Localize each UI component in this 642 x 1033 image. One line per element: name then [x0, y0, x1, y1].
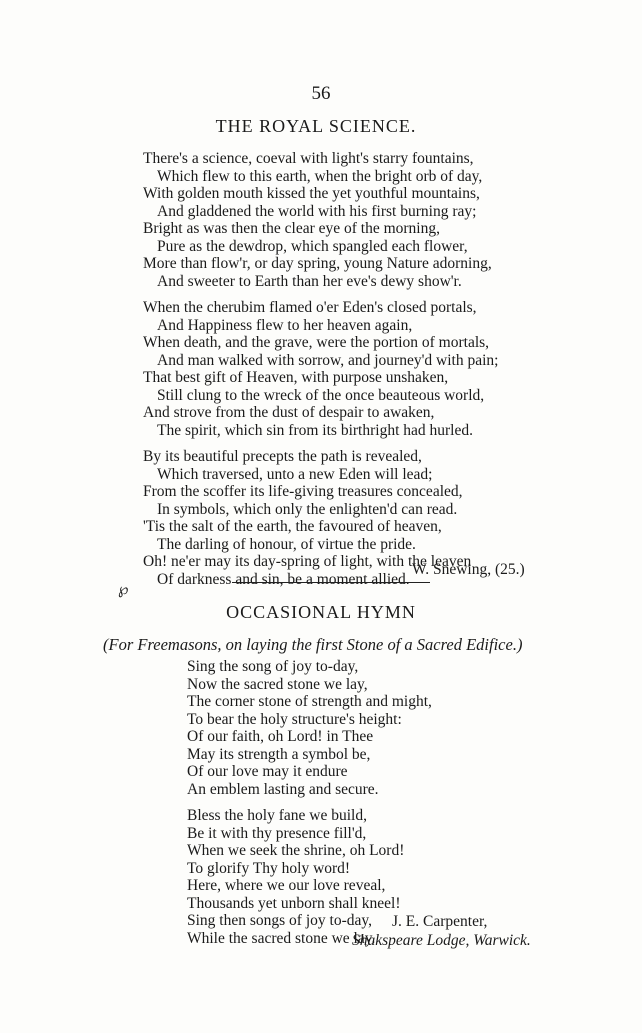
- poem-royal-science-body: [143, 150, 498, 588]
- poem-line: Pure as the dewdrop, which spangled each flower,: [157, 237, 468, 255]
- poem-line: Be it with thy presence fill'd,: [187, 824, 367, 842]
- poem-line: Bright as was then the clear eye of the morning,: [143, 220, 440, 237]
- poem-line: The darling of honour, of virtue the pride.: [157, 535, 416, 553]
- poem-line: Of our faith, oh Lord! in Thee: [187, 728, 374, 745]
- poem-line: With golden mouth kissed the yet youthful mountains,: [143, 185, 480, 202]
- poem-line: Sing the song of joy to-day,: [187, 658, 359, 675]
- poem-title-occasional-hymn: OCCASIONAL HYMN: [226, 602, 416, 622]
- poem-line: Of our love may it endure: [187, 763, 348, 780]
- poem-line: While the sacred stone we lay.: [187, 929, 376, 947]
- poem-line: And sweeter to Earth than her eve's dewy show'r.: [157, 272, 462, 290]
- poem-line: May its strength a symbol be,: [187, 745, 371, 763]
- poem-line: Here, where we our love reveal,: [187, 877, 386, 894]
- poem-line: And gladdened the world with his first burning ray;: [157, 202, 477, 220]
- poem-line: More than flow'r, or day spring, young Nature adorning,: [143, 255, 492, 272]
- stanza-gap: [143, 439, 498, 448]
- poem-line: That best gift of Heaven, with purpose unshaken,: [143, 369, 449, 386]
- poem-line: Thousands yet unborn shall kneel!: [187, 894, 401, 912]
- poem-royal-science-signature: W. Snewing, (25.): [412, 561, 525, 578]
- poem-line: When death, and the grave, were the portion of mortals,: [143, 334, 490, 351]
- section-divider: [232, 582, 430, 583]
- poem-line: And man walked with sorrow, and journey'd with pain;: [157, 351, 499, 369]
- poem-line: Of darkness and sin, be a moment allied.: [157, 570, 410, 588]
- stanza-gap: [187, 798, 432, 807]
- stanza-gap: [143, 290, 498, 299]
- poem-line: The corner stone of strength and might,: [187, 693, 432, 710]
- poem-line: To glorify Thy holy word!: [187, 859, 351, 877]
- poem-line: 'Tis the salt of the earth, the favoured of heaven,: [143, 518, 442, 535]
- poem-subtitle: (For Freemasons, on laying the first Stone of a Sacred Edifice.): [103, 635, 523, 654]
- poem-line: By its beautiful precepts the path is revealed,: [143, 448, 422, 465]
- poem-line: When we seek the shrine, oh Lord!: [187, 842, 405, 859]
- poem-line: Which traversed, unto a new Eden will lead;: [157, 465, 433, 483]
- margin-mark: ℘: [118, 582, 129, 598]
- poem-line: Now the sacred stone we lay,: [187, 675, 368, 693]
- poem-line: Which flew to this earth, when the bright orb of day,: [157, 167, 483, 185]
- poem-line: The spirit, which sin from its birthright had hurled.: [157, 421, 473, 439]
- poem-title-royal-science: THE ROYAL SCIENCE.: [215, 116, 417, 136]
- poem-line: And strove from the dust of despair to awaken,: [143, 404, 435, 421]
- poem-line: An emblem lasting and secure.: [187, 780, 379, 798]
- poem-line: Bless the holy fane we build,: [187, 807, 367, 824]
- poem-line: There's a science, coeval with light's starry fountains,: [143, 150, 474, 167]
- poem-line: From the scoffer its life-giving treasures concealed,: [143, 483, 463, 500]
- page-number: 56: [311, 83, 331, 104]
- poem-occasional-hymn-body: [187, 658, 432, 947]
- poem-line: To bear the holy structure's height:: [187, 710, 402, 728]
- poem-line: When the cherubim flamed o'er Eden's closed portals,: [143, 299, 477, 316]
- poem-line: Still clung to the wreck of the once beauteous world,: [157, 386, 485, 404]
- poem-line: Sing then songs of joy to-day,: [187, 912, 372, 929]
- poem-hymn-signature-name: J. E. Carpenter,: [392, 913, 488, 930]
- poem-line: Oh! ne'er may its day-spring of light, with the leaven: [143, 553, 472, 570]
- poem-hymn-signature-lodge: Shakspeare Lodge, Warwick.: [352, 932, 531, 949]
- poem-line: And Happiness flew to her heaven again,: [157, 316, 413, 334]
- poem-line: In symbols, which only the enlighten'd can read.: [157, 500, 458, 518]
